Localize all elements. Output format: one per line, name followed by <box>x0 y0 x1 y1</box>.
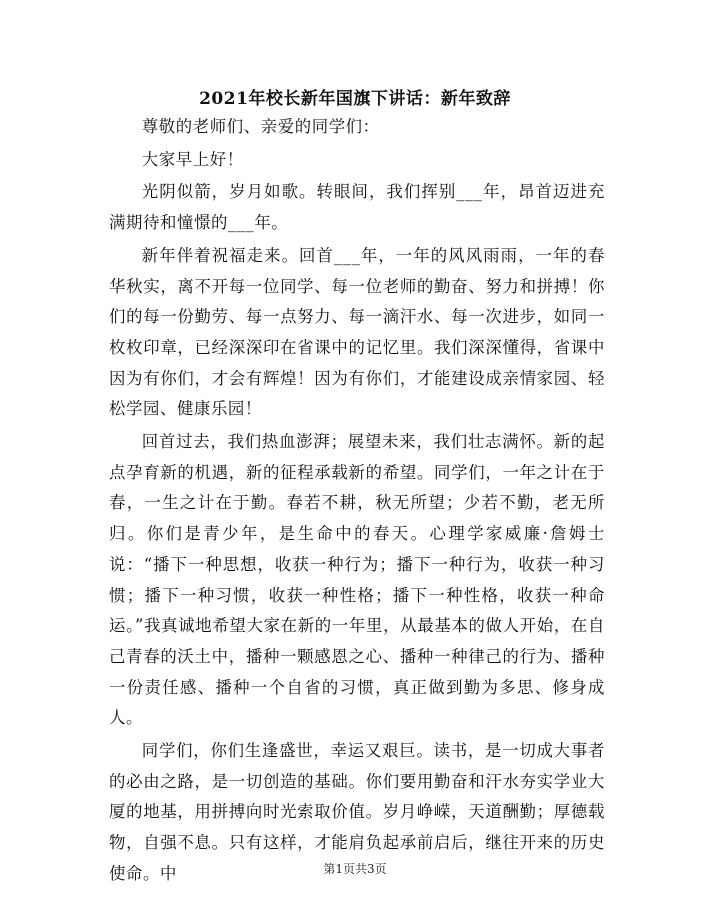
paragraph-study: 同学们，你们生逢盛世，幸运又艰巨。读书，是一切成大事者的必由之路，是一切创造的基础。你们要用勤奋和汗水夯实学业大厦的地基，用拼搏向时光索取价值。岁月峥嵘，天道酬勤；厚德载物，自强不息。只有这样，才能肩负起承前启后，继往开来的历史使命。中 <box>109 741 605 883</box>
paragraph-review: 新年伴着祝福走来。回首___年，一年的风风雨雨，一年的春华秋实，离不开每一位同学、每一位老师的勤奋、努力和拼搏！你们的每一份勤劳、每一点努力、每一滴汗水、每一次进步，如同一枚枚印章，已经深深印在省课中的记忆里。我们深深懂得，省课中因为有你们，才会有辉煌！因为有你们，才能建设成亲情家园、轻松学园、健康乐园！ <box>109 245 605 419</box>
paragraph-intro: 光阴似箭，岁月如歌。转眼间，我们挥别___年，昂首迈进充满期待和憧憬的___年。 <box>109 182 605 233</box>
page-footer: 第1页共3页 <box>323 862 387 876</box>
paragraph-salutation: 尊敬的老师们、亲爱的同学们： <box>141 117 380 136</box>
paragraph-greeting: 大家早上好！ <box>141 149 244 169</box>
document-title: 2021年校长新年国旗下讲话：新年致辞 <box>199 89 511 109</box>
document-body <box>109 112 605 892</box>
paragraph-outlook: 回首过去，我们热血澎湃；展望未来，我们壮志满怀。新的起点孕育新的机遇，新的征程承载新的希望。同学们，一年之计在于春，一生之计在于勤。春若不耕，秋无所望；少若不勤，老无所归。你们是青少年，是生命中的春天。心理学家威廉·詹姆士说：“播下一种思想，收获一种行为；播下一种行为，收获一种习惯；播下一种习惯，收获一种性格；播下一种性格，收获一种命运。”我真诚地希望大家在新的一年里，从最基本的做人开始，在自己青春的沃土中，播种一颗感恩之心、播种一种律己的行为、播种一份责任感、播种一个自省的习惯，真正做到勤为多思、修身成人。 <box>109 432 605 728</box>
